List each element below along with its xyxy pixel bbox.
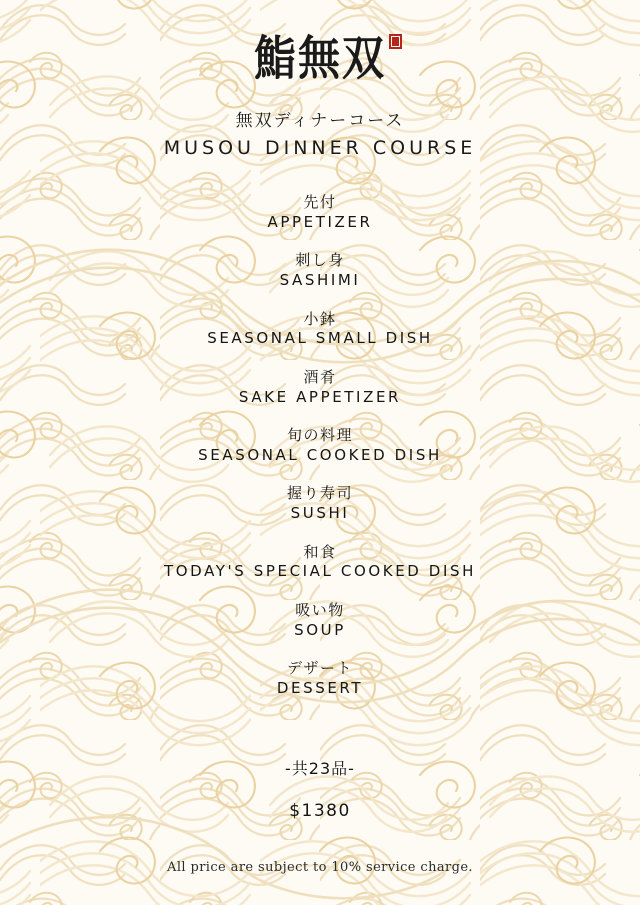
logo-text: 鮨無双: [253, 31, 386, 86]
course-item: [207, 310, 433, 349]
course-item-jp: デザート: [286, 659, 353, 677]
course-item-en: TODAY'S SPECIAL COOKED DISH: [164, 562, 476, 581]
course-title-jp: 無双ディナーコース: [235, 111, 405, 131]
course-price: $1380: [289, 801, 351, 822]
course-item: [287, 484, 353, 523]
course-item: [277, 659, 363, 698]
course-item-jp: 吸い物: [295, 600, 345, 619]
course-item-jp: 小鉢: [303, 309, 337, 328]
course-item: [280, 251, 361, 290]
course-item: [164, 543, 476, 582]
course-item-jp: 和食: [303, 542, 337, 561]
course-item-en: SASHIMI: [279, 271, 361, 289]
course-item-jp: 旬の料理: [286, 426, 353, 444]
restaurant-logo: [253, 31, 386, 86]
course-item-en: DESSERT: [276, 678, 364, 697]
course-item: [198, 426, 442, 465]
course-item-count: -共23品-: [285, 759, 355, 779]
service-charge-note: All price are subject to 10% service charge.: [167, 860, 473, 875]
course-item-en: SEASONAL COOKED DISH: [198, 445, 442, 464]
course-item-en: SUSHI: [290, 504, 350, 522]
course-item-jp: 握り寿司: [286, 484, 353, 503]
course-list: [164, 193, 476, 698]
course-item-en: SAKE APPETIZER: [238, 387, 402, 406]
course-item: [267, 193, 372, 232]
course-item-jp: 刺し身: [295, 251, 345, 270]
course-item-jp: 酒肴: [303, 367, 337, 386]
course-title-en: MUSOU DINNER COURSE: [163, 137, 477, 159]
course-item: [239, 368, 401, 407]
course-item-en: SOUP: [294, 620, 346, 639]
red-seal-stamp-icon: [389, 34, 402, 49]
course-item: [294, 601, 346, 640]
course-item-jp: 先付: [303, 193, 337, 211]
course-item-en: SEASONAL SMALL DISH: [207, 329, 433, 348]
course-item-en: APPETIZER: [267, 212, 373, 231]
